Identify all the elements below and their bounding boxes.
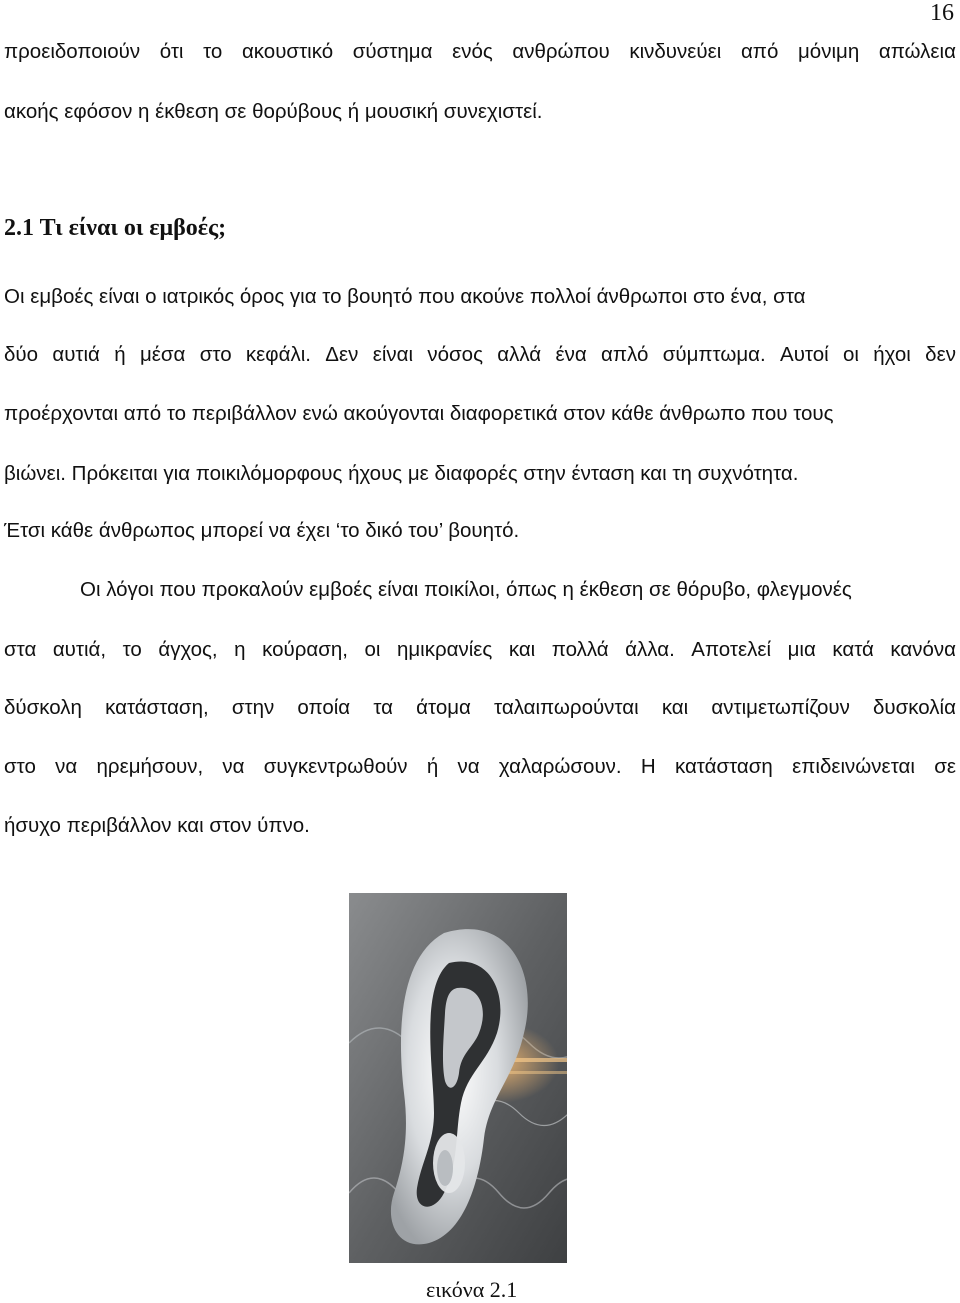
- paragraph-1-line-2: ακοής εφόσον η έκθεση σε θορύβους ή μουσική συνεχιστεί.: [4, 100, 543, 123]
- paragraph-2-line-2: δύο αυτιά ή μέσα στο κεφάλι. Δεν είναι νόσος αλλά ένα απλό σύμπτωμα. Αυτοί οι ήχοι δεν: [4, 343, 956, 366]
- paragraph-3-line-1: Οι λόγοι που προκαλούν εμβοές είναι ποικίλοι, όπως η έκθεση σε θόρυβο, φλεγμονές: [80, 578, 852, 601]
- paragraph-2-line-4: βιώνει. Πρόκειται για ποικιλόμορφους ήχους με διαφορές στην ένταση και τη συχνότητα.: [4, 462, 799, 485]
- paragraph-3-line-4: στο να ηρεμήσουν, να συγκεντρωθούν ή να χαλαρώσουν. Η κατάσταση επιδεινώνεται σε: [4, 755, 956, 778]
- paragraph-1-line-1: προειδοποιούν ότι το ακουστικό σύστημα ενός ανθρώπου κινδυνεύει από μόνιμη απώλεια: [4, 40, 956, 63]
- paragraph-2-line-1: Οι εμβοές είναι ο ιατρικός όρος για το βουητό που ακούνε πολλοί άνθρωποι στο ένα, στα: [4, 285, 806, 308]
- figure-caption: εικόνα 2.1: [426, 1277, 518, 1302]
- paragraph-3-line-3: δύσκολη κατάσταση, στην οποία τα άτομα ταλαιπωρούνται και αντιμετωπίζουν δυσκολία: [4, 696, 956, 719]
- paragraph-2-line-5: Έτσι κάθε άνθρωπος μπορεί να έχει ‘το δικό του’ βουητό.: [4, 519, 520, 542]
- paragraph-2-line-3: προέρχονται από το περιβάλλον ενώ ακούγονται διαφορετικά στον κάθε άνθρωπο που τους: [4, 402, 834, 425]
- paragraph-3-line-2: στα αυτιά, το άγχος, η κούραση, οι ημικρανίες και πολλά άλλα. Αποτελεί μια κατά κανόνα: [4, 638, 956, 661]
- page-number: 16: [930, 0, 954, 26]
- section-heading: 2.1 Τι είναι οι εμβοές;: [4, 215, 227, 241]
- ear-figure: [349, 893, 567, 1263]
- paragraph-3-line-5: ήσυχο περιβάλλον και στον ύπνο.: [4, 814, 310, 837]
